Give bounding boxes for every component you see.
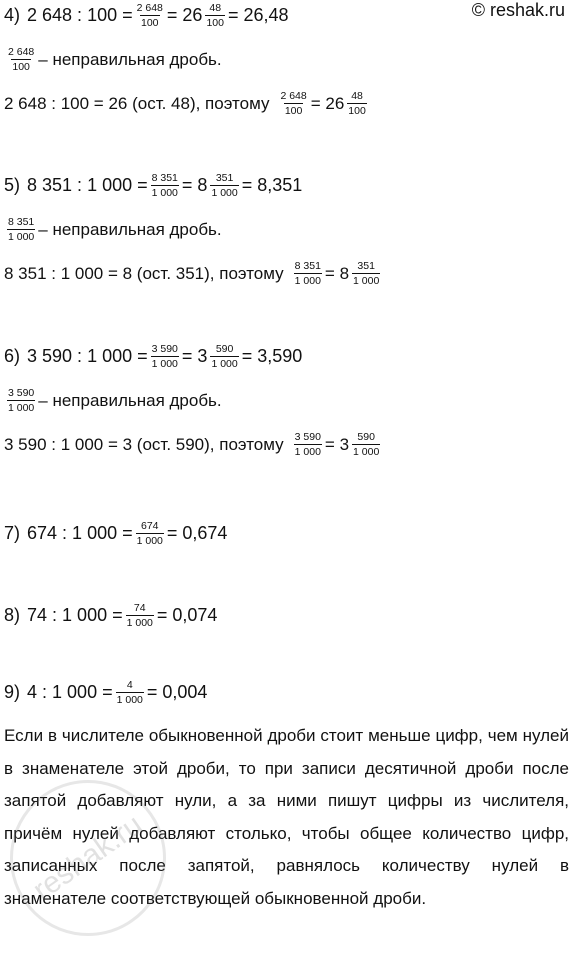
numerator: 74 [133, 602, 146, 614]
fraction [210, 343, 238, 370]
numerator: 48 [351, 90, 363, 102]
numerator: 3 590 [151, 343, 178, 355]
decimal-result: = 8,351 [241, 175, 303, 195]
fraction [7, 46, 35, 73]
denominator: 100 [206, 17, 224, 29]
item-label: 6) [4, 346, 21, 366]
denominator: 1 000 [353, 446, 380, 458]
denominator: 1 000 [8, 402, 35, 414]
denominator: 100 [348, 105, 366, 117]
numerator: 2 648 [8, 46, 35, 58]
numerator: 48 [209, 2, 222, 14]
numerator: 2 648 [280, 90, 307, 102]
expression: 8 351 : 1 000 = [27, 175, 148, 195]
item-4-division [4, 90, 370, 117]
fraction [126, 602, 154, 629]
equals-whole: = 3 [181, 346, 208, 366]
denominator: 1 000 [151, 358, 178, 370]
note-text: – неправильная дробь. [38, 219, 222, 239]
numerator: 351 [357, 260, 375, 272]
watermark-text: © reshak.ru [471, 0, 565, 20]
division-text: 2 648 : 100 = 26 (ост. 48), поэтому [4, 93, 270, 113]
item-label: 8) [4, 605, 21, 625]
note-text: – неправильная дробь. [38, 390, 222, 410]
numerator: 8 351 [294, 260, 321, 272]
numerator: 3 590 [8, 387, 35, 399]
fraction [294, 431, 322, 458]
fraction [7, 387, 35, 414]
equals-whole: = 26 [310, 93, 345, 113]
denominator: 100 [140, 17, 159, 29]
item-4-note [4, 46, 222, 73]
fraction [347, 90, 367, 117]
denominator: 1 000 [8, 231, 35, 243]
division-text: 3 590 : 1 000 = 3 (ост. 590), поэтому [4, 434, 284, 454]
numerator: 590 [357, 431, 375, 443]
item-5-equation [4, 172, 302, 199]
item-label: 7) [4, 523, 21, 543]
fraction [294, 260, 322, 287]
numerator: 351 [215, 172, 234, 184]
numerator: 3 590 [294, 431, 321, 443]
fraction [151, 343, 179, 370]
item-5-note [4, 216, 222, 243]
fraction [205, 2, 225, 29]
item-6-note [4, 387, 222, 414]
division-text: 8 351 : 1 000 = 8 (ост. 351), поэтому [4, 263, 284, 283]
denominator: 1 000 [353, 275, 380, 287]
numerator: 4 [126, 679, 133, 691]
item-label: 9) [4, 682, 21, 702]
decimal-result: = 3,590 [241, 346, 303, 366]
item-8-equation [4, 602, 217, 629]
fraction [352, 260, 380, 287]
watermark-stamp: reshak.ru [0, 749, 197, 966]
equals-whole: = 3 [324, 434, 350, 454]
fraction [352, 431, 380, 458]
item-5-division [4, 260, 383, 287]
item-9-equation [4, 679, 207, 706]
denominator: 1 000 [126, 617, 153, 629]
equals-whole: = 26 [166, 5, 203, 25]
fraction [136, 520, 164, 547]
numerator: 8 351 [151, 172, 178, 184]
fraction [116, 679, 144, 706]
equals-whole: = 8 [181, 175, 208, 195]
decimal-result: = 0,004 [146, 682, 208, 702]
denominator: 1 000 [136, 535, 163, 547]
numerator: 8 351 [8, 216, 35, 228]
fraction [210, 172, 238, 199]
expression: 3 590 : 1 000 = [27, 346, 148, 366]
item-6-equation [4, 343, 302, 370]
denominator: 1 000 [151, 187, 178, 199]
rule-paragraph: Если в числителе обыкновенной дроби стоит меньше цифр, чем нулей в знаменателе этой дроби, то при записи десятичной дроби после запятой добавляют нули, а за ними пишут цифры из числителя, причём нулей добавляют столько, чтобы общее количество цифр, записанных после запятой, равнялось количеству нулей в знаменателе соответствующей обыкновенной дроби. [4, 726, 569, 908]
denominator: 1 000 [294, 275, 321, 287]
numerator: 590 [215, 343, 234, 355]
numerator: 674 [140, 520, 159, 532]
fraction [151, 172, 179, 199]
denominator: 100 [284, 105, 303, 117]
numerator: 2 648 [136, 2, 163, 14]
expression: 4 : 1 000 = [27, 682, 113, 702]
note-text: – неправильная дробь. [38, 49, 222, 69]
fraction [136, 2, 164, 29]
denominator: 100 [12, 61, 30, 73]
denominator: 1 000 [211, 358, 238, 370]
decimal-result: = 26,48 [227, 5, 289, 25]
item-6-division [4, 431, 383, 458]
fraction [279, 90, 307, 117]
item-label: 5) [4, 175, 21, 195]
item-7-equation [4, 520, 227, 547]
fraction [7, 216, 35, 243]
expression: 2 648 : 100 = [27, 5, 133, 25]
item-label: 4) [4, 5, 21, 25]
decimal-result: = 0,674 [166, 523, 228, 543]
denominator: 1 000 [211, 187, 238, 199]
expression: 74 : 1 000 = [27, 605, 123, 625]
equals-whole: = 8 [324, 263, 350, 283]
denominator: 1 000 [116, 694, 143, 706]
decimal-result: = 0,074 [156, 605, 218, 625]
item-4-equation [4, 2, 289, 29]
expression: 674 : 1 000 = [27, 523, 133, 543]
denominator: 1 000 [294, 446, 321, 458]
